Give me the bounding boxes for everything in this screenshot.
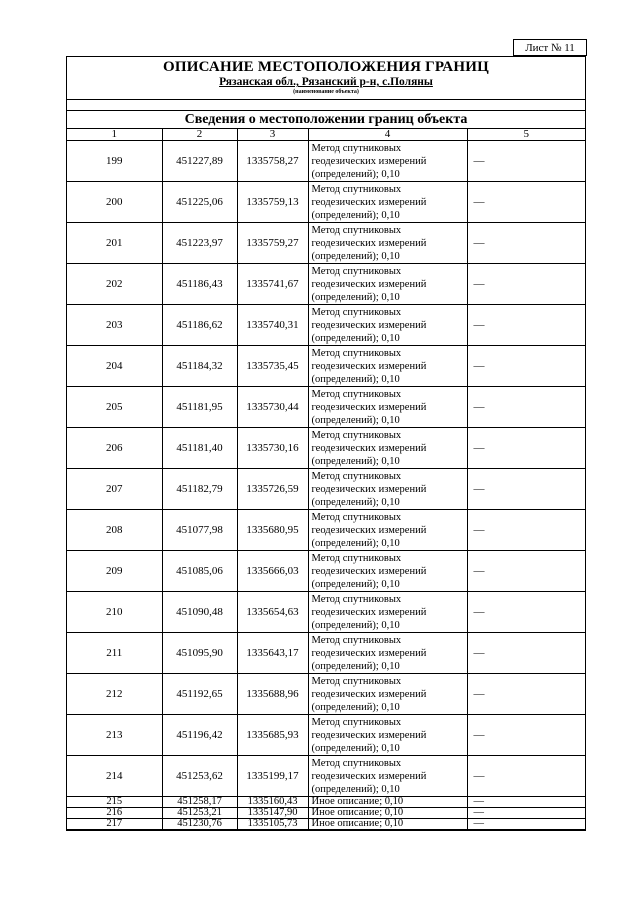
x-coordinate-cell: 451227,89 <box>162 141 237 182</box>
table-row <box>67 223 585 264</box>
point-number-cell: 202 <box>67 264 162 305</box>
note-cell: — <box>467 756 585 797</box>
table-header-row <box>67 129 585 141</box>
y-coordinate-cell: 1335730,16 <box>237 428 308 469</box>
point-number-cell: 211 <box>67 633 162 674</box>
y-coordinate-cell: 1335758,27 <box>237 141 308 182</box>
point-number-cell: 206 <box>67 428 162 469</box>
method-cell: Иное описание; 0,10 <box>308 808 467 819</box>
x-coordinate-cell: 451182,79 <box>162 469 237 510</box>
x-coordinate-cell: 451230,76 <box>162 819 237 830</box>
note-cell: — <box>467 346 585 387</box>
y-coordinate-cell: 1335759,27 <box>237 223 308 264</box>
column-header-4: 4 <box>308 129 467 141</box>
table-row <box>67 141 585 182</box>
method-cell: Метод спутниковых геодезических измерений (определений); 0,10 <box>308 428 467 469</box>
x-coordinate-cell: 451253,21 <box>162 808 237 819</box>
table-row <box>67 510 585 551</box>
boundary-table <box>67 129 585 830</box>
table-body <box>67 141 585 830</box>
table-row <box>67 387 585 428</box>
method-cell: Метод спутниковых геодезических измерений (определений); 0,10 <box>308 346 467 387</box>
method-cell: Иное описание; 0,10 <box>308 797 467 808</box>
point-number-cell: 200 <box>67 182 162 223</box>
table-row <box>67 674 585 715</box>
x-coordinate-cell: 451186,62 <box>162 305 237 346</box>
x-coordinate-cell: 451192,65 <box>162 674 237 715</box>
note-cell: — <box>467 469 585 510</box>
column-header-5: 5 <box>467 129 585 141</box>
table-row <box>67 346 585 387</box>
table-row <box>67 469 585 510</box>
note-cell: — <box>467 510 585 551</box>
y-coordinate-cell: 1335160,43 <box>237 797 308 808</box>
spacer-row <box>67 100 585 111</box>
y-coordinate-cell: 1335735,45 <box>237 346 308 387</box>
note-cell: — <box>467 819 585 830</box>
point-number-cell: 213 <box>67 715 162 756</box>
note-cell: — <box>467 808 585 819</box>
x-coordinate-cell: 451258,17 <box>162 797 237 808</box>
x-coordinate-cell: 451184,32 <box>162 346 237 387</box>
table-row <box>67 715 585 756</box>
table-row <box>67 756 585 797</box>
method-cell: Метод спутниковых геодезических измерений (определений); 0,10 <box>308 715 467 756</box>
x-coordinate-cell: 451077,98 <box>162 510 237 551</box>
method-cell: Метод спутниковых геодезических измерений (определений); 0,10 <box>308 510 467 551</box>
note-cell: — <box>467 715 585 756</box>
document-frame <box>66 56 586 831</box>
point-number-cell: 217 <box>67 819 162 830</box>
point-number-cell: 214 <box>67 756 162 797</box>
note-cell: — <box>467 633 585 674</box>
point-number-cell: 207 <box>67 469 162 510</box>
y-coordinate-cell: 1335726,59 <box>237 469 308 510</box>
note-cell: — <box>467 797 585 808</box>
method-cell: Метод спутниковых геодезических измерений (определений); 0,10 <box>308 141 467 182</box>
note-cell: — <box>467 551 585 592</box>
note-cell: — <box>467 592 585 633</box>
table-row <box>67 264 585 305</box>
table-row <box>67 819 585 830</box>
method-cell: Метод спутниковых геодезических измерений (определений); 0,10 <box>308 592 467 633</box>
note-cell: — <box>467 141 585 182</box>
point-number-cell: 205 <box>67 387 162 428</box>
table-row <box>67 428 585 469</box>
x-coordinate-cell: 451223,97 <box>162 223 237 264</box>
y-coordinate-cell: 1335740,31 <box>237 305 308 346</box>
x-coordinate-cell: 451090,48 <box>162 592 237 633</box>
x-coordinate-cell: 451196,42 <box>162 715 237 756</box>
method-cell: Метод спутниковых геодезических измерений (определений); 0,10 <box>308 223 467 264</box>
table-row <box>67 182 585 223</box>
note-cell: — <box>467 305 585 346</box>
column-header-2: 2 <box>162 129 237 141</box>
y-coordinate-cell: 1335147,90 <box>237 808 308 819</box>
point-number-cell: 201 <box>67 223 162 264</box>
document-title: ОПИСАНИЕ МЕСТОПОЛОЖЕНИЯ ГРАНИЦ <box>163 59 489 75</box>
point-number-cell: 203 <box>67 305 162 346</box>
point-number-cell: 212 <box>67 674 162 715</box>
method-cell: Метод спутниковых геодезических измерений (определений); 0,10 <box>308 387 467 428</box>
method-cell: Иное описание; 0,10 <box>308 819 467 830</box>
note-cell: — <box>467 264 585 305</box>
y-coordinate-cell: 1335199,17 <box>237 756 308 797</box>
note-cell: — <box>467 182 585 223</box>
object-location-caption: (наименование объекта) <box>293 89 359 95</box>
method-cell: Метод спутниковых геодезических измерений (определений); 0,10 <box>308 264 467 305</box>
y-coordinate-cell: 1335643,17 <box>237 633 308 674</box>
point-number-cell: 204 <box>67 346 162 387</box>
y-coordinate-cell: 1335666,03 <box>237 551 308 592</box>
point-number-cell: 208 <box>67 510 162 551</box>
y-coordinate-cell: 1335105,73 <box>237 819 308 830</box>
note-cell: — <box>467 387 585 428</box>
column-header-1: 1 <box>67 129 162 141</box>
note-cell: — <box>467 674 585 715</box>
table-row <box>67 633 585 674</box>
method-cell: Метод спутниковых геодезических измерений (определений); 0,10 <box>308 756 467 797</box>
x-coordinate-cell: 451181,95 <box>162 387 237 428</box>
table-row <box>67 808 585 819</box>
method-cell: Метод спутниковых геодезических измерений (определений); 0,10 <box>308 469 467 510</box>
y-coordinate-cell: 1335685,93 <box>237 715 308 756</box>
table-row <box>67 551 585 592</box>
note-cell: — <box>467 428 585 469</box>
method-cell: Метод спутниковых геодезических измерений (определений); 0,10 <box>308 551 467 592</box>
method-cell: Метод спутниковых геодезических измерений (определений); 0,10 <box>308 633 467 674</box>
x-coordinate-cell: 451186,43 <box>162 264 237 305</box>
y-coordinate-cell: 1335654,63 <box>237 592 308 633</box>
point-number-cell: 210 <box>67 592 162 633</box>
y-coordinate-cell: 1335688,96 <box>237 674 308 715</box>
section-title: Сведения о местоположении границ объекта <box>67 111 585 129</box>
point-number-cell: 209 <box>67 551 162 592</box>
method-cell: Метод спутниковых геодезических измерений (определений); 0,10 <box>308 674 467 715</box>
x-coordinate-cell: 451225,06 <box>162 182 237 223</box>
table-row <box>67 592 585 633</box>
note-cell: — <box>467 223 585 264</box>
column-header-3: 3 <box>237 129 308 141</box>
point-number-cell: 199 <box>67 141 162 182</box>
x-coordinate-cell: 451095,90 <box>162 633 237 674</box>
x-coordinate-cell: 451253,62 <box>162 756 237 797</box>
method-cell: Метод спутниковых геодезических измерений (определений); 0,10 <box>308 182 467 223</box>
point-number-cell: 216 <box>67 808 162 819</box>
y-coordinate-cell: 1335741,67 <box>237 264 308 305</box>
table-row <box>67 797 585 808</box>
x-coordinate-cell: 451181,40 <box>162 428 237 469</box>
method-cell: Метод спутниковых геодезических измерений (определений); 0,10 <box>308 305 467 346</box>
table-row <box>67 305 585 346</box>
y-coordinate-cell: 1335759,13 <box>237 182 308 223</box>
x-coordinate-cell: 451085,06 <box>162 551 237 592</box>
y-coordinate-cell: 1335680,95 <box>237 510 308 551</box>
document-header <box>67 57 585 100</box>
y-coordinate-cell: 1335730,44 <box>237 387 308 428</box>
object-location: Рязанская обл., Рязанский р-н, с.Поляны <box>219 76 433 88</box>
sheet-number: Лист № 11 <box>513 39 587 56</box>
point-number-cell: 215 <box>67 797 162 808</box>
